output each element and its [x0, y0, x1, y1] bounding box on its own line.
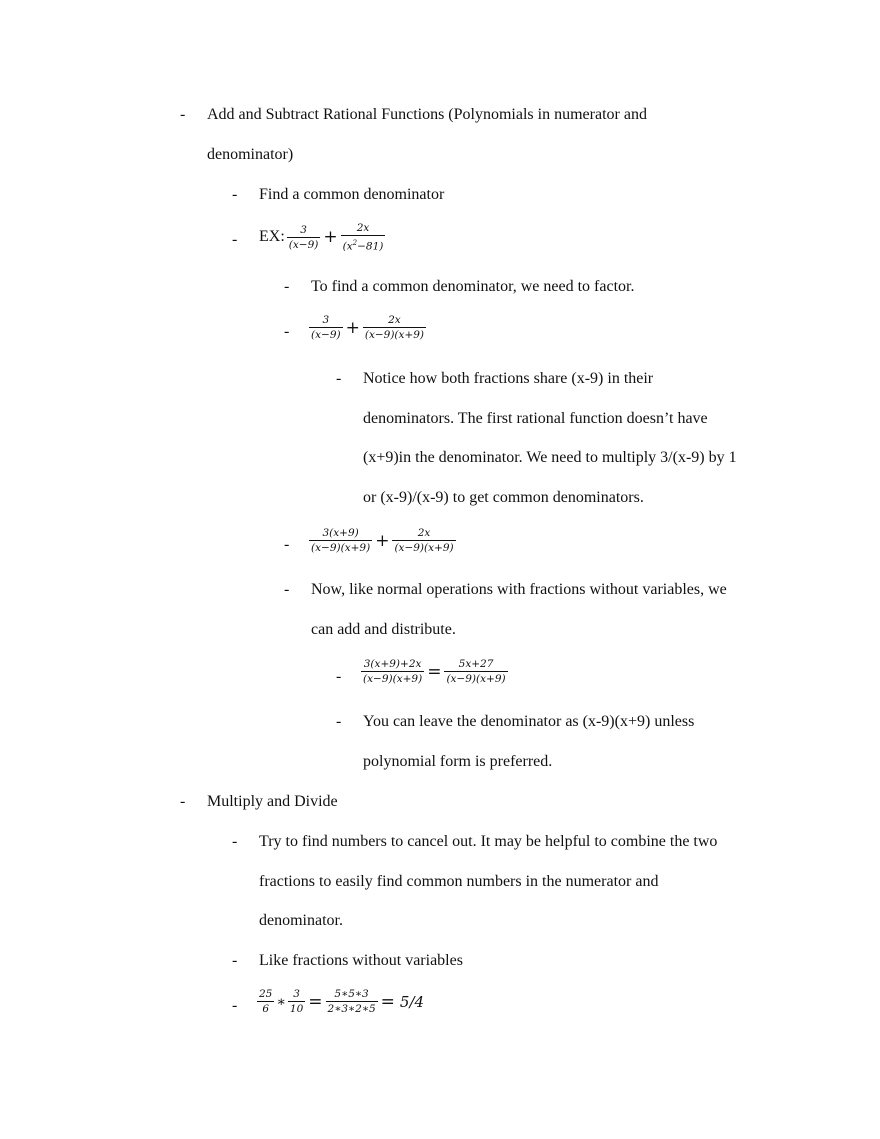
like-fractions-text: Like fractions without variables [259, 952, 463, 969]
bullet-dash: - [232, 952, 238, 969]
notice-line-2: denominators. The first rational function doesn’t have [363, 410, 708, 427]
numerator: 2x [388, 314, 401, 326]
section1-heading-line1: Add and Subtract Rational Functions (Polynomials in numerator and [207, 106, 647, 123]
bullet-dash: - [336, 668, 342, 685]
numerator: 3 [322, 314, 330, 326]
equals-operator: = [427, 661, 442, 682]
denominator-part: −81) [357, 240, 384, 253]
denominator: (x−9)(x+9) [446, 673, 506, 685]
equals-operator: = [308, 991, 323, 1012]
numerator: 2x [356, 222, 370, 234]
denominator: (x−9) [311, 329, 341, 341]
plus-operator: + [375, 530, 390, 551]
numerator: 5∗5∗3 [334, 988, 369, 1000]
combined-expression [361, 658, 508, 685]
fraction [444, 658, 507, 685]
bullet-dash: - [336, 713, 342, 730]
plus-operator: + [345, 317, 360, 338]
denominator: 6 [262, 1003, 270, 1015]
denominator-part: (x [342, 240, 353, 253]
now-line-2: can add and distribute. [311, 621, 456, 638]
fraction [361, 658, 424, 685]
common-denominator-expression [309, 527, 456, 554]
denominator: (x−9) [288, 238, 319, 251]
numerator: 3(x+9)+2x [363, 658, 422, 670]
find-common-denominator-text: Find a common denominator [259, 186, 445, 203]
bullet-dash: - [284, 278, 290, 295]
denominator: (x−9)(x+9) [311, 542, 371, 554]
now-line-1: Now, like normal operations with fractions without variables, we [311, 581, 727, 598]
denominator: (x−9)(x+9) [363, 673, 423, 685]
numerator: 3(x+9) [322, 527, 359, 539]
bullet-dash: - [232, 186, 238, 203]
result-value: 5/4 [399, 992, 425, 1011]
fraction [341, 222, 386, 253]
notice-line-1: Notice how both fractions share (x-9) in their [363, 370, 654, 387]
fraction [288, 988, 305, 1015]
section1-heading-line2: denominator) [207, 146, 294, 163]
bullet-dash: - [336, 370, 342, 387]
bullet-dash: - [232, 997, 238, 1014]
multiply-operator: ∗ [276, 993, 286, 1010]
try-line-1: Try to find numbers to cancel out. It may be helpful to combine the two [259, 833, 718, 850]
bullet-dash: - [284, 581, 290, 598]
fraction [309, 314, 343, 341]
exponent: 2 [352, 239, 358, 247]
fraction [309, 527, 372, 554]
numerator: 3 [300, 223, 307, 236]
section2-heading: Multiply and Divide [207, 793, 338, 810]
try-line-3: denominator. [259, 912, 343, 929]
example-expression [259, 222, 385, 253]
bullet-dash: - [232, 231, 238, 248]
denominator: (x−9)(x+9) [364, 329, 425, 341]
notice-line-3: (x+9)in the denominator. We need to multiply 3/(x-9) by 1 [363, 449, 737, 466]
denominator: 10 [289, 1003, 304, 1015]
bullet-dash: - [284, 323, 290, 340]
bullet-dash: - [180, 793, 186, 810]
leave-line-1: You can leave the denominator as (x-9)(x+9) unless [363, 713, 695, 730]
denominator: (x−9)(x+9) [394, 542, 454, 554]
bullet-dash: - [180, 106, 186, 123]
fraction [326, 988, 378, 1015]
bullet-dash: - [232, 833, 238, 850]
factored-expression [309, 314, 426, 341]
notice-line-4: or (x-9)/(x-9) to get common denominators. [363, 489, 644, 506]
denominator [341, 236, 386, 253]
leave-line-2: polynomial form is preferred. [363, 753, 553, 770]
fraction [363, 314, 426, 341]
numerator: 3 [293, 988, 300, 1000]
denominator: 2∗3∗2∗5 [327, 1003, 376, 1015]
fraction [287, 224, 321, 251]
numerator: 5x+27 [458, 658, 494, 670]
fraction [257, 988, 274, 1015]
numerator: 2x [417, 527, 431, 539]
equals-operator: = [380, 991, 395, 1012]
plus-operator: + [323, 227, 338, 248]
bullet-dash: - [284, 536, 290, 553]
to-find-text: To find a common denominator, we need to factor. [311, 278, 635, 295]
numeric-example-expression [257, 988, 424, 1015]
fraction [392, 527, 455, 554]
try-line-2: fractions to easily find common numbers in the numerator and [259, 873, 659, 890]
example-label: EX: [259, 228, 285, 246]
numerator: 25 [259, 988, 273, 1000]
